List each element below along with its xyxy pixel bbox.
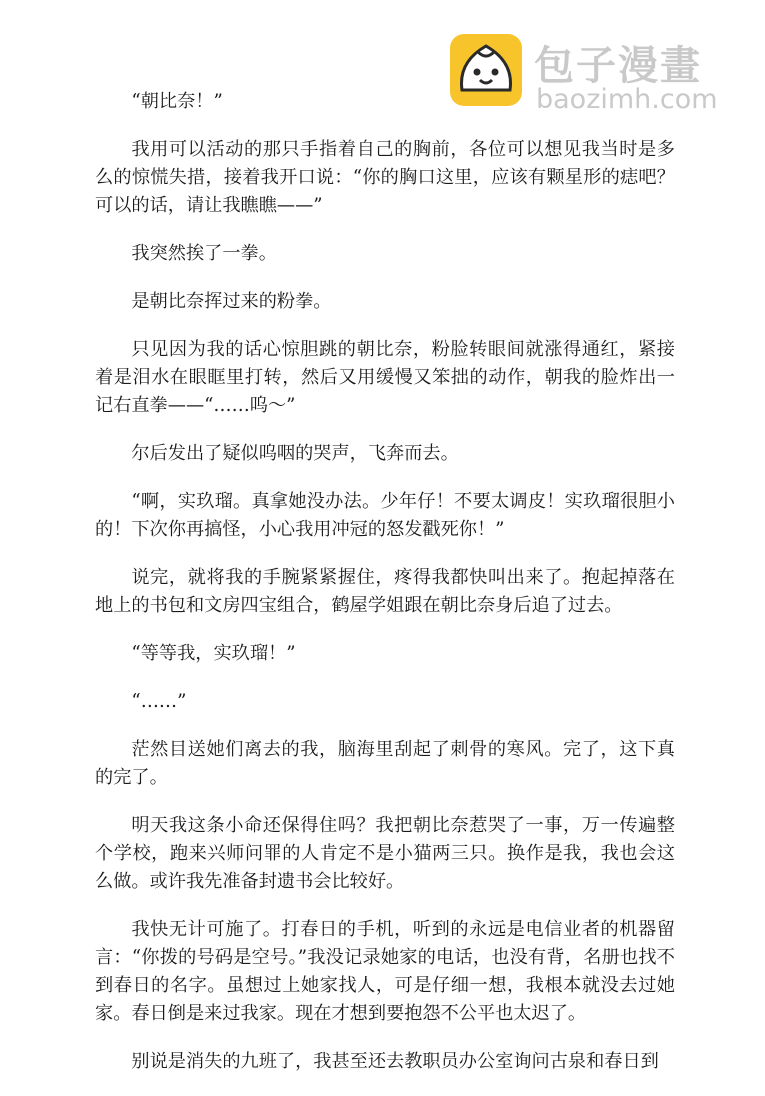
paragraph-13: 我快无计可施了。打春日的手机，听到的永远是电信业者的机器留言：“你拨的号码是空号。”我没记录她家的电话，也没有背，名册也找不到春日的名字。虽想过上她家找人，可是仔细一想，我根本就没去过她家。春日倒是来过我家。现在才想到要抱怨不公平也太迟了。 <box>95 919 675 1024</box>
paragraph-14: 别说是消失的九班了，我甚至还去教职员办公室询问古泉和春日到 <box>131 1051 659 1072</box>
paragraph-7: “啊，实玖瑠。真拿她没办法。少年仔！不要太调皮！实玖瑠很胆小的！下次你再搞怪，小心我用冲冠的怒发戳死你！” <box>95 491 675 540</box>
paragraph-5: 只见因为我的话心惊胆跳的朝比奈，粉脸转眼间就涨得通红，紧接着是泪水在眼眶里打转，然后又用缓慢又笨拙的动作，朝我的脸炸出一记右直拳——“……呜～” <box>95 339 675 416</box>
paragraph-6: 尔后发出了疑似呜咽的哭声，飞奔而去。 <box>131 443 459 464</box>
paragraph-10: “……” <box>131 691 187 712</box>
paragraph-2: 我用可以活动的那只手指着自己的胸前，各位可以想见我当时是多么的惊慌失措，接着我开口说：“你的胸口这里，应该有颗星形的痣吧？可以的话，请让我瞧瞧——” <box>95 139 675 216</box>
paragraph-11: 茫然目送她们离去的我，脑海里刮起了刺骨的寒风。完了，这下真的完了。 <box>95 739 675 788</box>
paragraph-1: “朝比奈！” <box>131 91 223 112</box>
watermark-url: baozimh.com <box>536 84 718 115</box>
paragraph-9: “等等我，实玖瑠！” <box>131 643 296 664</box>
page-body <box>95 88 675 1096</box>
paragraph-12: 明天我这条小命还保得住吗？我把朝比奈惹哭了一事，万一传遍整个学校，跑来兴师问罪的人肯定不是小猫两三只。换作是我，我也会这么做。或许我先准备封遗书会比较好。 <box>95 815 675 892</box>
paragraph-4: 是朝比奈挥过来的粉拳。 <box>131 291 332 312</box>
paragraph-8: 说完，就将我的手腕紧紧握住，疼得我都快叫出来了。抱起掉落在地上的书包和文房四宝组合，鹤屋学姐跟在朝比奈身后追了过去。 <box>95 567 675 616</box>
paragraph-3: 我突然挨了一拳。 <box>131 243 277 264</box>
watermark-brand: 包子漫畫 <box>534 43 702 89</box>
